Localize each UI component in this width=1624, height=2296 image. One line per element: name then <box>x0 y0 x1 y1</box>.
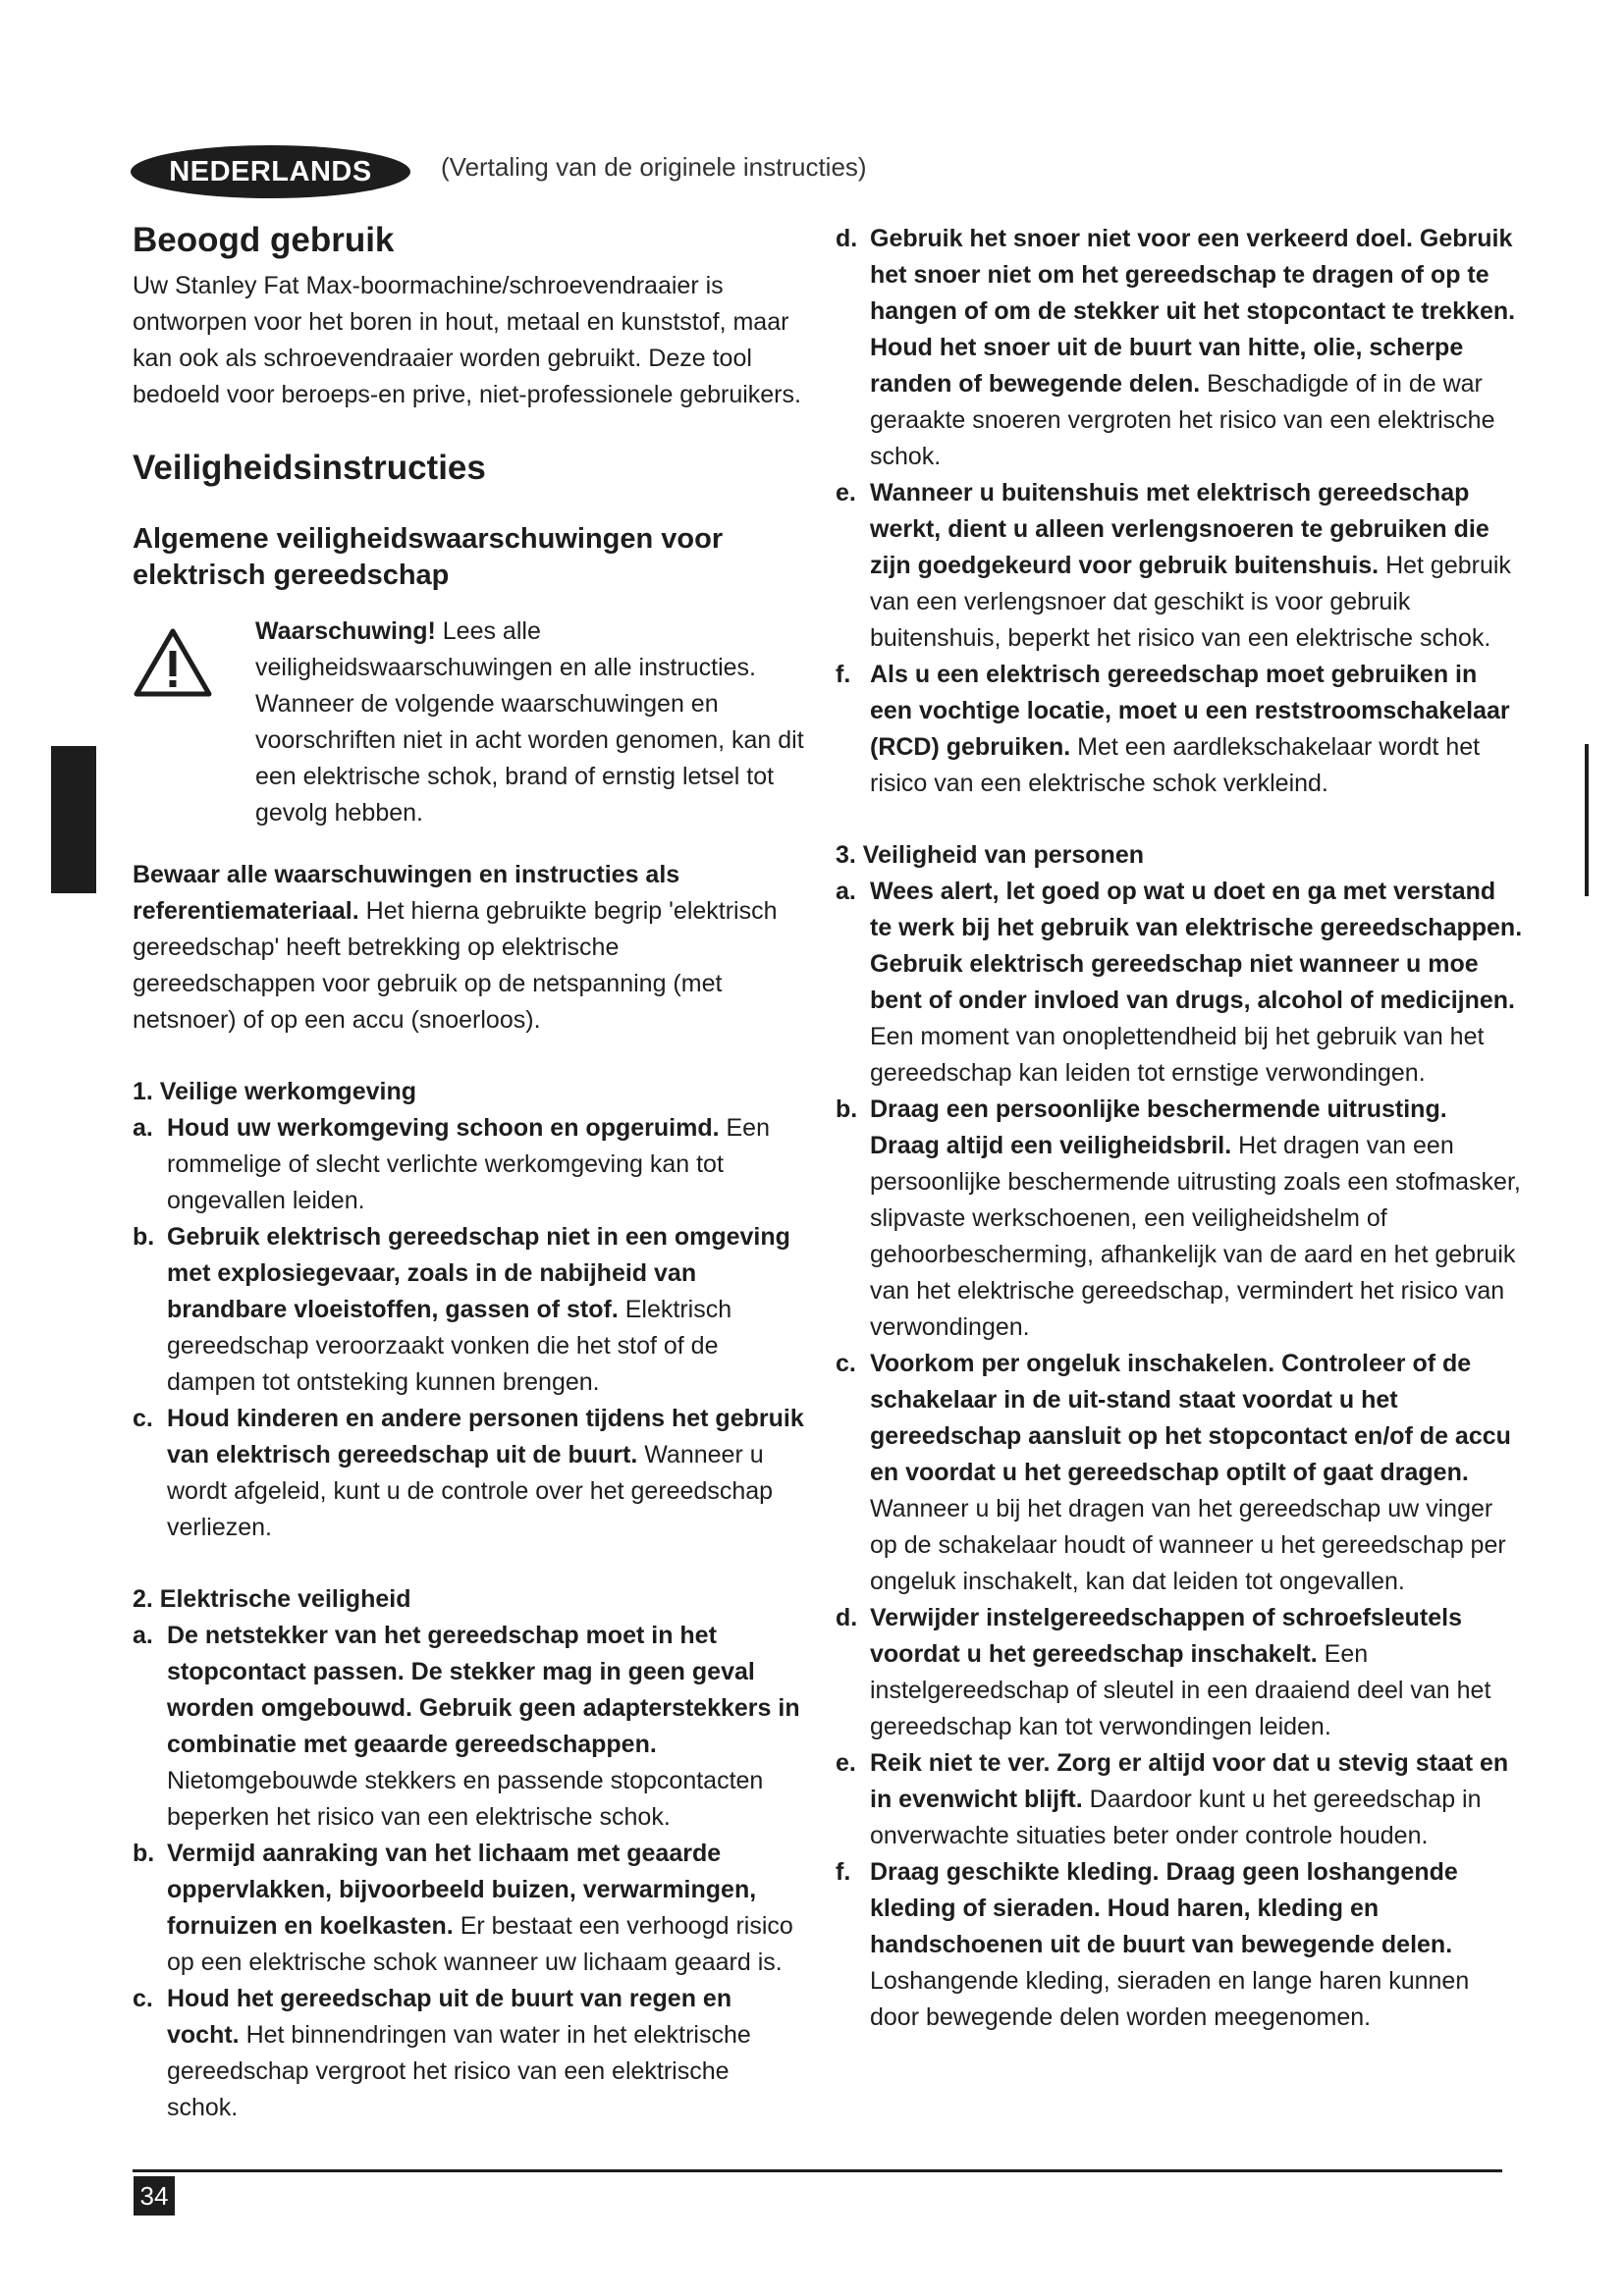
list-item: a. Houd uw werkomgeving schoon en opgeruimd. Een rommelige of slecht verlichte werkomgeving kan tot ongevallen leiden. <box>133 1114 770 1214</box>
warning-label: Waarschuwing! <box>255 617 436 645</box>
language-badge: NEDERLANDS <box>131 145 410 198</box>
right-column <box>836 221 1523 2036</box>
list-item: d. Verwijder instelgereedschappen of schroefsleutels voordat u het gereedschap inschakelt. Een instelgereedschap of sleutel in een draaiend deel van het gereedschap kan tot verwondingen leiden. <box>836 1604 1491 1740</box>
right-margin-marker <box>1585 744 1589 896</box>
list-item: e. Wanneer u buitenshuis met elektrisch gereedschap werkt, dient u alleen verlengsnoeren te gebruiken die zijn goedgekeurd voor gebruik buitenshuis. Het gebruik van een verlengsnoer dat geschikt is voor gebruik buitenshuis, beperkt het risico van een elektrische schok. <box>836 479 1511 652</box>
list-item: c. Houd kinderen en andere personen tijdens het gebruik van elektrisch gereedschap uit de buurt. Wanneer u wordt afgeleid, kunt u de controle over het gereedschap verliezen. <box>133 1405 804 1541</box>
warning-block <box>133 614 805 831</box>
list-item: a. De netstekker van het gereedschap moet in het stopcontact passen. De stekker mag in geen geval worden omgebouwd. Gebruik geen adapterstekkers in combinatie met geaarde gereedschappen. Nietomgebouwde stekkers en passende stopcontacten beperken het risico van een elektrische schok. <box>133 1622 800 1831</box>
list-item: a. Wees alert, let goed op wat u doet en ga met verstand te werk bij het gebruik van elektrische gereedschappen. Gebruik elektrisch gereedschap niet wanneer u moe bent of onder invloed van drugs, alcohol of medicijnen. Een moment van onoplettendheid bij het gebruik van het gereedschap kan leiden tot ernstige verwondingen. <box>836 878 1523 1087</box>
list-item: f. Draag geschikte kleding. Draag geen loshangende kleding of sieraden. Houd haren, kleding en handschoenen uit de buurt van bewegende delen. Loshangende kleding, sieraden en lange haren kunnen door bewegende delen worden meegenomen. <box>836 1858 1470 2031</box>
safety-heading: Veiligheidsinstructies <box>133 449 486 487</box>
list-item: f. Als u een elektrisch gereedschap moet gebruiken in een vochtige locatie, moet u een reststroomschakelaar (RCD) gebruiken. Met een aardlekschakelaar wordt het risico van een elektrische schok verkleind. <box>836 661 1510 797</box>
intended-use-text: Uw Stanley Fat Max-boormachine/schroevendraaier is ontworpen voor het boren in hout, metaal en kunststof, maar kan ook als schroevendraaier worden gebruikt. Deze tool bedoeld voor beroeps-en prive, niet-professionele gebruikers. <box>133 272 801 408</box>
list-item: b. Gebruik elektrisch gereedschap niet in een omgeving met explosiegevaar, zoals in de nabijheid van brandbare vloeistoffen, gassen of stof. Elektrisch gereedschap veroorzaakt vonken die het stof of de dampen tot ontsteking kunnen brengen. <box>133 1223 790 1396</box>
page-number: 34 <box>134 2176 175 2216</box>
translation-note: (Vertaling van de originele instructies) <box>441 152 867 182</box>
footer-rule <box>133 2169 1502 2172</box>
list-item: d. Gebruik het snoer niet voor een verkeerd doel. Gebruik het snoer niet om het gereedschap te dragen of op te hangen of om de stekker uit het stopcontact te trekken. Houd het snoer uit de buurt van hitte, olie, scherpe randen of bewegende delen. Beschadigde of in de war geraakte snoeren vergroten het risico van een elektrische schok. <box>836 225 1516 470</box>
general-warnings-heading: Algemene veiligheidswaarschuwingen voor elektrisch gereedschap <box>133 523 724 591</box>
language-side-tab <box>51 746 96 893</box>
electrical-safety-heading: 2. Elektrische veiligheid <box>133 1585 411 1613</box>
list-item: b. Draag een persoonlijke beschermende uitrusting. Draag altijd een veiligheidsbril. Het dragen van een persoonlijke beschermende uitrusting zoals een stofmasker, slipvaste werkschoenen, een veiligheidshelm of gehoorbescherming, afhankelijk van de aard en het gebruik van het elektrische gereedschap, vermindert het risico van verwondingen. <box>836 1095 1521 1341</box>
left-column <box>133 221 805 2126</box>
list-item: c. Houd het gereedschap uit de buurt van regen en vocht. Het binnendringen van water in het elektrische gereedschap vergroot het risico van een elektrische schok. <box>133 1985 751 2121</box>
work-area-heading: 1. Veilige werkomgeving <box>133 1078 417 1105</box>
list-item: e. Reik niet te ver. Zorg er altijd voor dat u stevig staat en in evenwicht blijft. Daardoor kunt u het gereedschap in onverwachte situaties beter onder controle houden. <box>836 1749 1509 1849</box>
intended-use-heading: Beoogd gebruik <box>133 221 395 259</box>
keep-instructions-paragraph: Bewaar alle waarschuwingen en instructies als referentiemateriaal. Het hierna gebruikte begrip 'elektrisch gereedschap' heeft betrekking op elektrische gereedschappen voor gebruik op de netspanning (met netsnoer) of op een accu (snoerloos). <box>133 861 778 1034</box>
warning-text: Waarschuwing! Lees alle veiligheidswaarschuwingen en alle instructies. Wanneer de volgende waarschuwingen en voorschriften niet in acht worden genomen, kan dit een elektrische schok, brand of ernstig letsel tot gevolg hebben. <box>255 617 804 827</box>
warning-triangle-icon <box>133 614 245 831</box>
list-item: c. Voorkom per ongeluk inschakelen. Controleer of de schakelaar in de uit-stand staat voordat u het gereedschap aansluit op het stopcontact en/of de accu en voordat u het gereedschap optilt of gaat dragen. Wanneer u bij het dragen van het gereedschap uw vinger op de schakelaar houdt of wanneer u het gereedschap per ongeluk inschakelt, kan dat leiden tot ongevallen. <box>836 1350 1511 1595</box>
list-item: b. Vermijd aanraking van het lichaam met geaarde oppervlakken, bijvoorbeeld buizen, verwarmingen, fornuizen en koelkasten. Er bestaat een verhoogd risico op een elektrische schok wanneer uw lichaam geaard is. <box>133 1840 793 1976</box>
personal-safety-heading: 3. Veiligheid van personen <box>836 841 1144 869</box>
